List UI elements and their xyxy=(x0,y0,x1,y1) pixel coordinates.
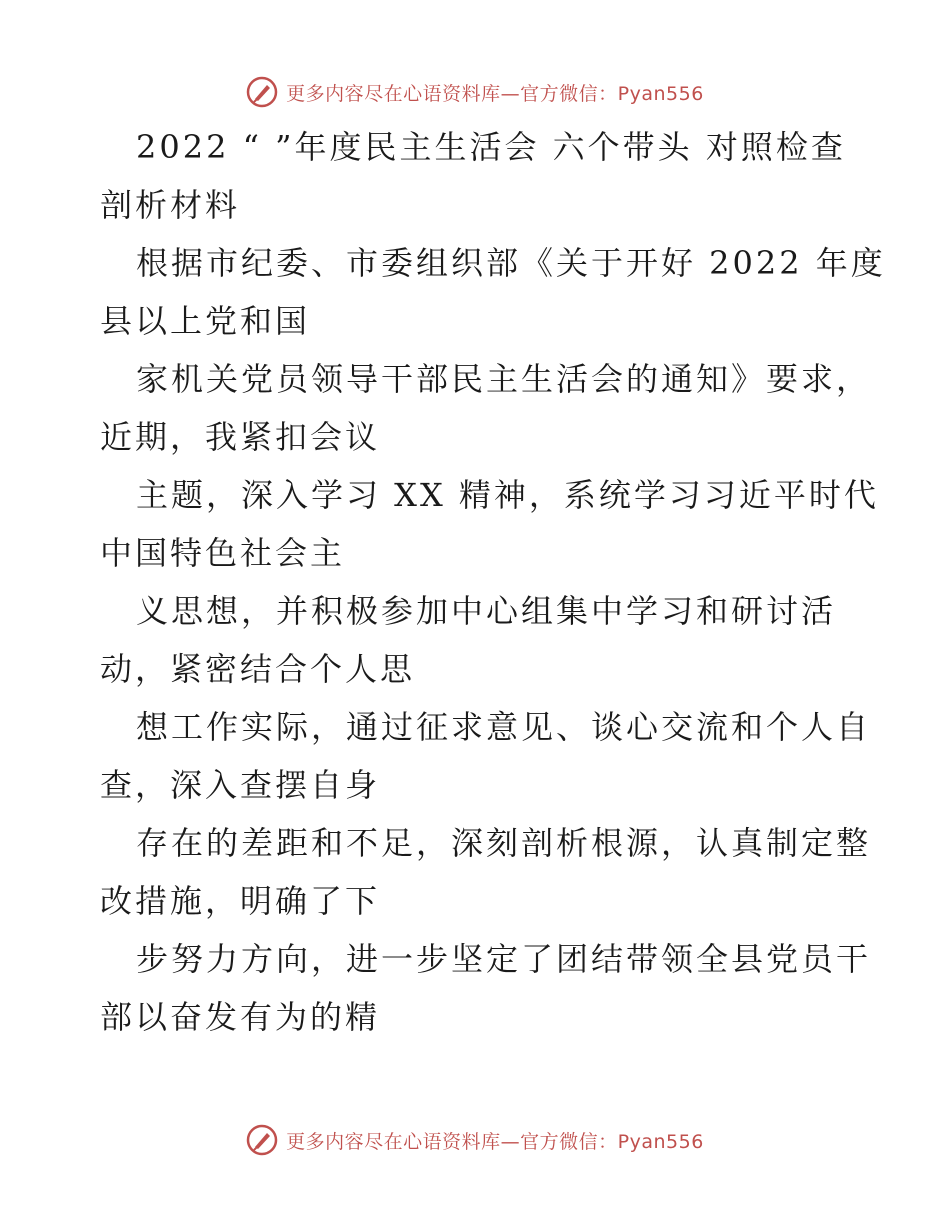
text-line: 动，紧密结合个人思 xyxy=(100,650,416,688)
text-line: 改措施，明确了下 xyxy=(100,882,381,920)
quill-pen-logo-icon xyxy=(246,76,278,108)
text-line: 步努力方向，进一步坚定了团结带领全县党员干 xyxy=(136,940,872,978)
watermark-text: 更多内容尽在心语资料库—官方微信：Pyan556 xyxy=(286,82,704,105)
text-line: 剖析材料 xyxy=(100,186,241,224)
text-line: 近期，我紧扣会议 xyxy=(100,418,381,456)
text-line: 家机关党员领导干部民主生活会的通知》要求， xyxy=(136,360,872,398)
footer-watermark-banner xyxy=(0,1120,950,1160)
header-watermark-banner xyxy=(0,72,950,112)
text-line: 根据市纪委、市委组织部《关于开好 2022 年度 xyxy=(136,244,886,282)
text-line: 主题，深入学习 XX 精神，系统学习习近平时代 xyxy=(136,476,879,514)
text-line: 县以上党和国 xyxy=(100,302,311,340)
document-body xyxy=(100,118,886,1046)
text-line: 义思想，并积极参加中心组集中学习和研讨活 xyxy=(136,592,837,630)
text-line: 2022 “ ”年度民主生活会 六个带头 对照检查 xyxy=(136,128,846,166)
text-line: 存在的差距和不足，深刻剖析根源，认真制定整 xyxy=(136,824,872,862)
watermark-text: 更多内容尽在心语资料库—官方微信：Pyan556 xyxy=(286,1130,704,1153)
text-line: 中国特色社会主 xyxy=(100,534,346,572)
text-line: 想工作实际，通过征求意见、谈心交流和个人自 xyxy=(136,708,872,746)
quill-pen-logo-icon xyxy=(246,1124,278,1156)
text-line: 查，深入查摆自身 xyxy=(100,766,381,804)
text-line: 部以奋发有为的精 xyxy=(100,998,381,1036)
